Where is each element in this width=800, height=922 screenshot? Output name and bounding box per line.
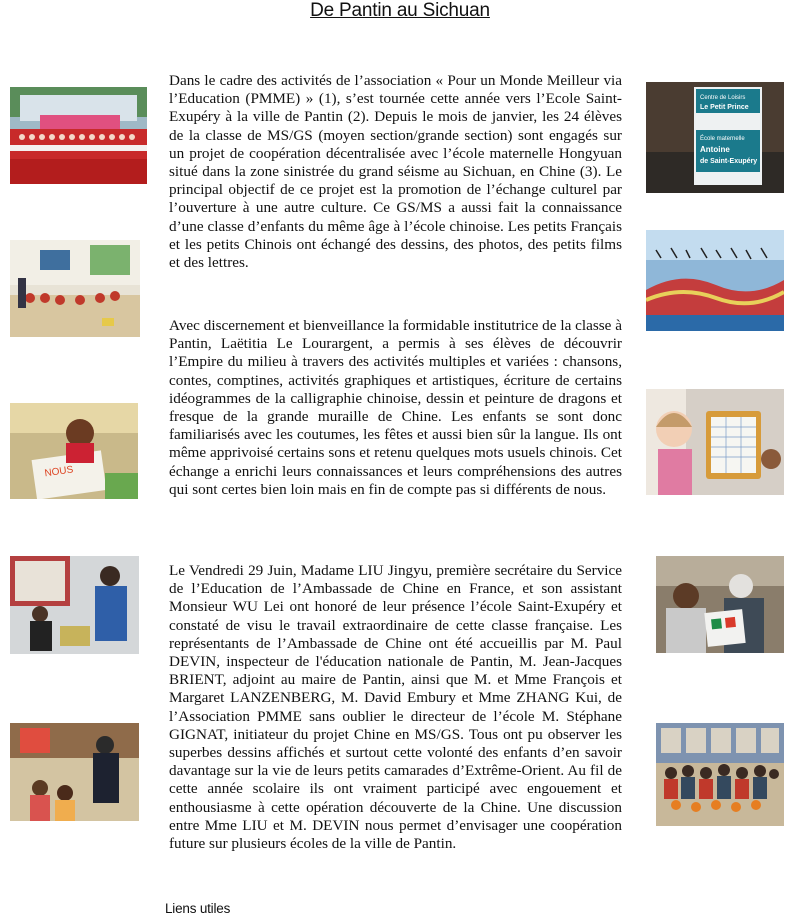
page-title: De Pantin au Sichuan — [310, 0, 490, 21]
photo-girl-tablet — [646, 389, 784, 495]
svg-text:NOUS: NOUS — [43, 464, 74, 480]
photo-visit-classroom — [10, 556, 139, 654]
paragraph-intro: Dans le cadre des activités de l’association « Pour un Monde Meilleur via l’Education (PMME) » (1), s’est tournée cette année vers l’Ecole Saint-Exupéry à la ville de Pantin (2). Depuis le mois de janvier, les 24 élèves de la classe de MS/GS (moyen section/grande section) sont engagés sur un projet de coopération décentralisée avec l’école maternelle Hongyuan situé dans la zone sinistrée du grand séisme au Sichuan, en Chine (3). Le principal objectif de ce projet est la promotion de l’échange culturel par l’ouverture à une autre culture. Ce GS/MS a aussi fait la connaissance d’une classe d’enfants du même âge à l’école chinoise. Les petits Français et les petits Chinois ont échangé des dessins, des photos, des petits films et des lettres. — [169, 72, 622, 272]
sign-line5: de Saint-Exupéry — [700, 158, 758, 165]
sign-line1: Centre de Loisirs — [700, 95, 746, 101]
paragraph-visit: Le Vendredi 29 Juin, Madame LIU Jingyu, première secrétaire du Service de l’Education de l’Ambassade de Chine en France, et son assistant Monsieur WU Lei ont honoré de leur présence l’école Saint-Exupéry et constaté de visu le travail extraordinaire de cette classe française. Les représentants de l’Ambassade de Chine ont été accueillis par M. Paul DEVIN, inspecteur de l'éducation nationale de Pantin, M. Jean-Jacques BRIENT, adjoint au maire de Pantin, ainsi que M. et Mme François et Margaret LANZENBERG, M. David Embury et Mme ZHANG Kui, de l’Association PMME sans oublier le directeur de l’école M. Stéphane GIGNAT, initiateur du projet Chine en MS/GS. Tous ont pu observer les superbes dessins affichés et surtout cette volonté des enfants d’en savoir davantage sur la vie de leurs petits camarades d’Extrême-Orient. Au fil de cette année scolaire ils ont vraiment participé avec engouement et enthousiasme à cette opération découverte de la Chine. Une discussion entre Mme LIU et M. DEVIN nous permet d’envisager une coopération future sur plusieurs écoles de la ville de Pantin. — [169, 562, 622, 853]
photo-chinese-school-stage — [10, 87, 147, 184]
sign-line2: Le Petit Prince — [700, 104, 749, 111]
sign-line4: Antoine — [700, 145, 730, 154]
sign-line3: École maternelle — [700, 136, 745, 142]
photo-child-drawing — [10, 403, 138, 499]
paragraph-activities: Avec discernement et bienveillance la formidable institutrice de la classe à Pantin, Laëtitia Le Lourargent, a permis à ses élèves de découvrir l’Empire du milieu à travers des activités multiples et variées : chansons, contes, comptines, activités graphiques et artistiques, écriture de certains idéogrammes de la calligraphie chinoise, dessin et peinture de dragons et fresque de la grande muraille de Chine. Les enfants se sont donc familiarisés avec les coutumes, les fêtes et aussi bien sûr la langue. Ils ont même apprivoisé certains sons et retenu quelques mots usuels chinois. Cet échange a enrichi leurs connaissances et leurs compréhensions des autres qui sont certes bien loin mais en fin de compte pas si différents de nous. — [169, 317, 622, 498]
photo-classroom-circle — [10, 240, 140, 337]
photo-school-sign — [646, 82, 784, 193]
photo-visitors-booklet — [656, 556, 784, 653]
useful-links[interactable]: Liens utiles — [165, 901, 231, 916]
photo-visit-children — [10, 723, 139, 821]
photo-great-wall-fresco — [646, 230, 784, 331]
photo-group-portrait — [656, 723, 784, 826]
